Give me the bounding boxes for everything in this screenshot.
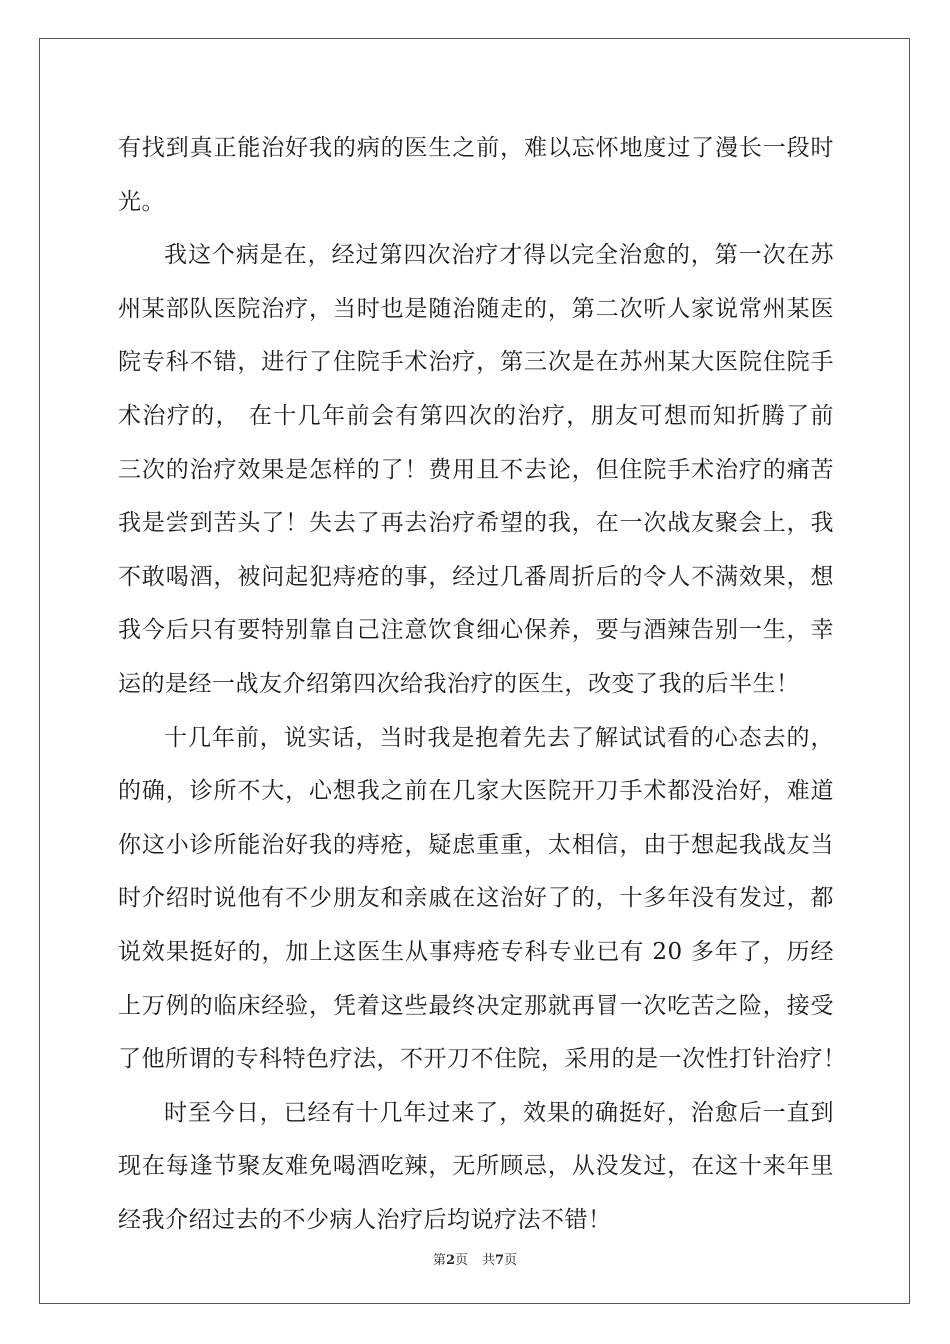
text-line: 的确，诊所不大，心想我之前在几家大医院开刀手术都没治好，难道 — [118, 778, 834, 805]
text-line: 经我介绍过去的不少病人治疗后均说疗法不错！ — [118, 1206, 612, 1233]
total-suffix: 页 — [504, 1253, 518, 1268]
paragraph — [118, 712, 847, 1087]
page-footer — [0, 1249, 950, 1268]
page-current-number: 2 — [445, 1253, 455, 1268]
text-line: 现在每逢节聚友难免喝酒吃辣，无所顾忌，从没发过，在这十来年里 — [118, 1153, 834, 1180]
page-total-number: 7 — [495, 1253, 505, 1268]
paragraph — [118, 1087, 834, 1248]
text-line: 院专科不错，进行了住院手术治疗，第三次是在苏州某大医院住院手 — [118, 349, 834, 376]
text-line: 运的是经一战友介绍第四次给我治疗的医生，改变了我的后半生！ — [118, 670, 800, 697]
page-suffix: 页 — [454, 1253, 468, 1268]
text-line: 我这个病是在，经过第四次治疗才得以完全治愈的，第一次在苏 — [164, 242, 834, 269]
text-line: 光。 — [118, 188, 165, 215]
total-prefix: 共 — [482, 1253, 496, 1268]
text-line: 有找到真正能治好我的病的医生之前，难以忘怀地度过了漫长一段时 — [118, 135, 834, 161]
text-line: 术治疗的， 在十几年前会有第四次的治疗，朋友可想而知折腾了前 — [118, 402, 834, 429]
text-line: 时至今日，已经有十几年过来了，效果的确挺好，治愈后一直到 — [164, 1099, 834, 1126]
text-line: 上万例的临床经验，凭着这些最终决定那就再冒一次吃苦之险，接受 — [118, 992, 834, 1019]
text-line: 时介绍时说他有不少朋友和亲戚在这治好了的，十多年没有发过，都 — [118, 885, 834, 912]
text-line: 三次的治疗效果是怎样的了！费用且不去论，但住院手术治疗的痛苦 — [118, 456, 834, 483]
paragraph — [118, 122, 834, 229]
text-line: 了他所谓的专科特色疗法，不开刀不住院，采用的是一次性打针治疗！ — [118, 1046, 847, 1073]
text-line: 说效果挺好的，加上这医生从事痔疮专科专业已有 20 多年了，历经 — [118, 938, 834, 965]
document-body — [118, 122, 847, 1247]
paragraph — [118, 229, 834, 711]
text-line: 你这小诊所能治好我的痔疮，疑虑重重，太相信，由于想起我战友当 — [118, 831, 834, 858]
text-line: 我是尝到苦头了！失去了再去治疗希望的我，在一次战友聚会上，我 — [118, 510, 834, 537]
text-line: 我今后只有要特别靠自己注意饮食细心保养，要与酒辣告别一生，幸 — [118, 617, 834, 644]
text-line: 十几年前，说实话，当时我是抱着先去了解试试看的心态去的， — [164, 724, 834, 751]
text-line: 不敢喝酒，被问起犯痔疮的事，经过几番周折后的令人不满效果，想 — [118, 563, 834, 590]
page-prefix: 第 — [432, 1253, 446, 1268]
text-line: 州某部队医院治疗，当时也是随治随走的，第二次听人家说常州某医 — [118, 295, 834, 322]
